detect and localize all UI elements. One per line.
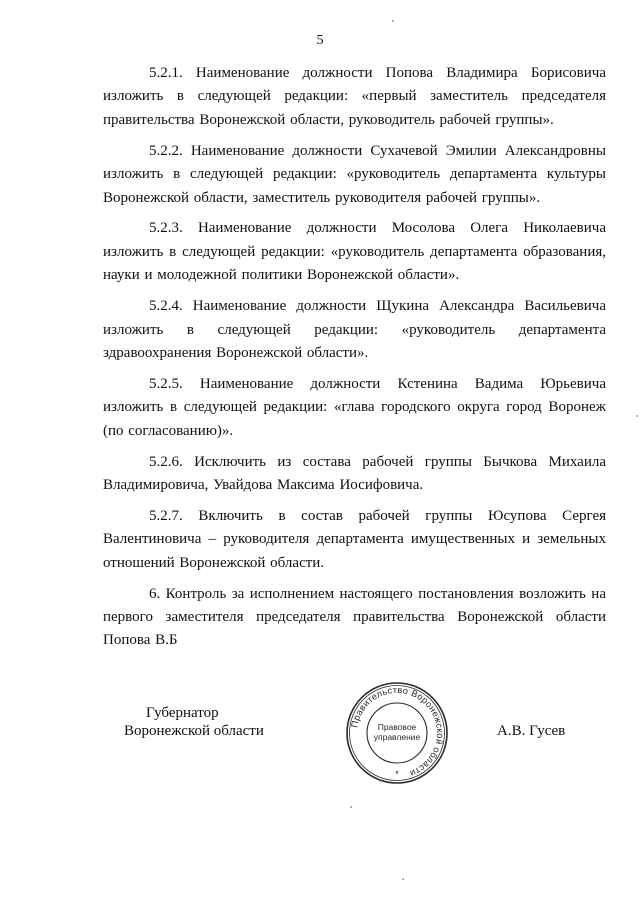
- official-stamp: [344, 680, 450, 786]
- stamp-ring-text: Правительство Воронежской области: [349, 684, 446, 779]
- scan-speck: [636, 415, 638, 417]
- signatory-title: [124, 704, 264, 740]
- stamp-center-line-2: управление: [373, 732, 421, 742]
- scan-speck: [392, 20, 394, 22]
- paragraph-5-2-6: 5.2.6. Исключить из состава рабочей группы Бычкова Михаила Владимировича, Увайдова Максима Иосифовича.: [103, 453, 606, 493]
- paragraph-5-2-3: 5.2.3. Наименование должности Мосолова Олега Николаевича изложить в следующей редакции: «руководитель департамента образования, науки и молодежной политики Воронежской области».: [103, 220, 606, 284]
- document-body: [103, 62, 606, 660]
- signatory-title-line-1: Губернатор: [146, 705, 219, 721]
- stamp-graphic: [344, 680, 450, 786]
- signatory-title-line-2: Воронежской области: [124, 723, 264, 739]
- scan-speck: [350, 806, 352, 808]
- stamp-center-line-1: Правовое: [377, 722, 417, 732]
- paragraph-5-2-2: 5.2.2. Наименование должности Сухачевой Эмилии Александровны изложить в следующей редакции: «руководитель департамента культуры Воронежской области, заместитель руководителя рабочей группы».: [103, 142, 606, 206]
- paragraph-5-2-7: 5.2.7. Включить в состав рабочей группы Юсупова Сергея Валентиновича – руководителя департамента имущественных и земельных отношений Воронежской области.: [103, 507, 606, 571]
- scan-speck: [402, 878, 404, 880]
- stamp-star: *: [395, 769, 399, 779]
- page-number: 5: [316, 33, 324, 48]
- paragraph-6: 6. Контроль за исполнением настоящего постановления возложить на первого заместителя председателя правительства Воронежской области Попова В.Б: [103, 585, 606, 649]
- paragraph-5-2-5: 5.2.5. Наименование должности Кстенина Вадима Юрьевича изложить в следующей редакции: «глава городского округа город Воронеж (по согласованию)».: [103, 375, 606, 439]
- signatory-name: А.В. Гусев: [497, 723, 566, 739]
- paragraph-5-2-1: 5.2.1. Наименование должности Попова Владимира Борисовича изложить в следующей редакции: «первый заместитель председателя правительства Воронежской области, руководитель рабочей группы».: [103, 65, 606, 128]
- paragraph-5-2-4: 5.2.4. Наименование должности Щукина Александра Васильевича изложить в следующей редакции: «руководитель департамента здравоохранения Воронежской области».: [103, 298, 606, 361]
